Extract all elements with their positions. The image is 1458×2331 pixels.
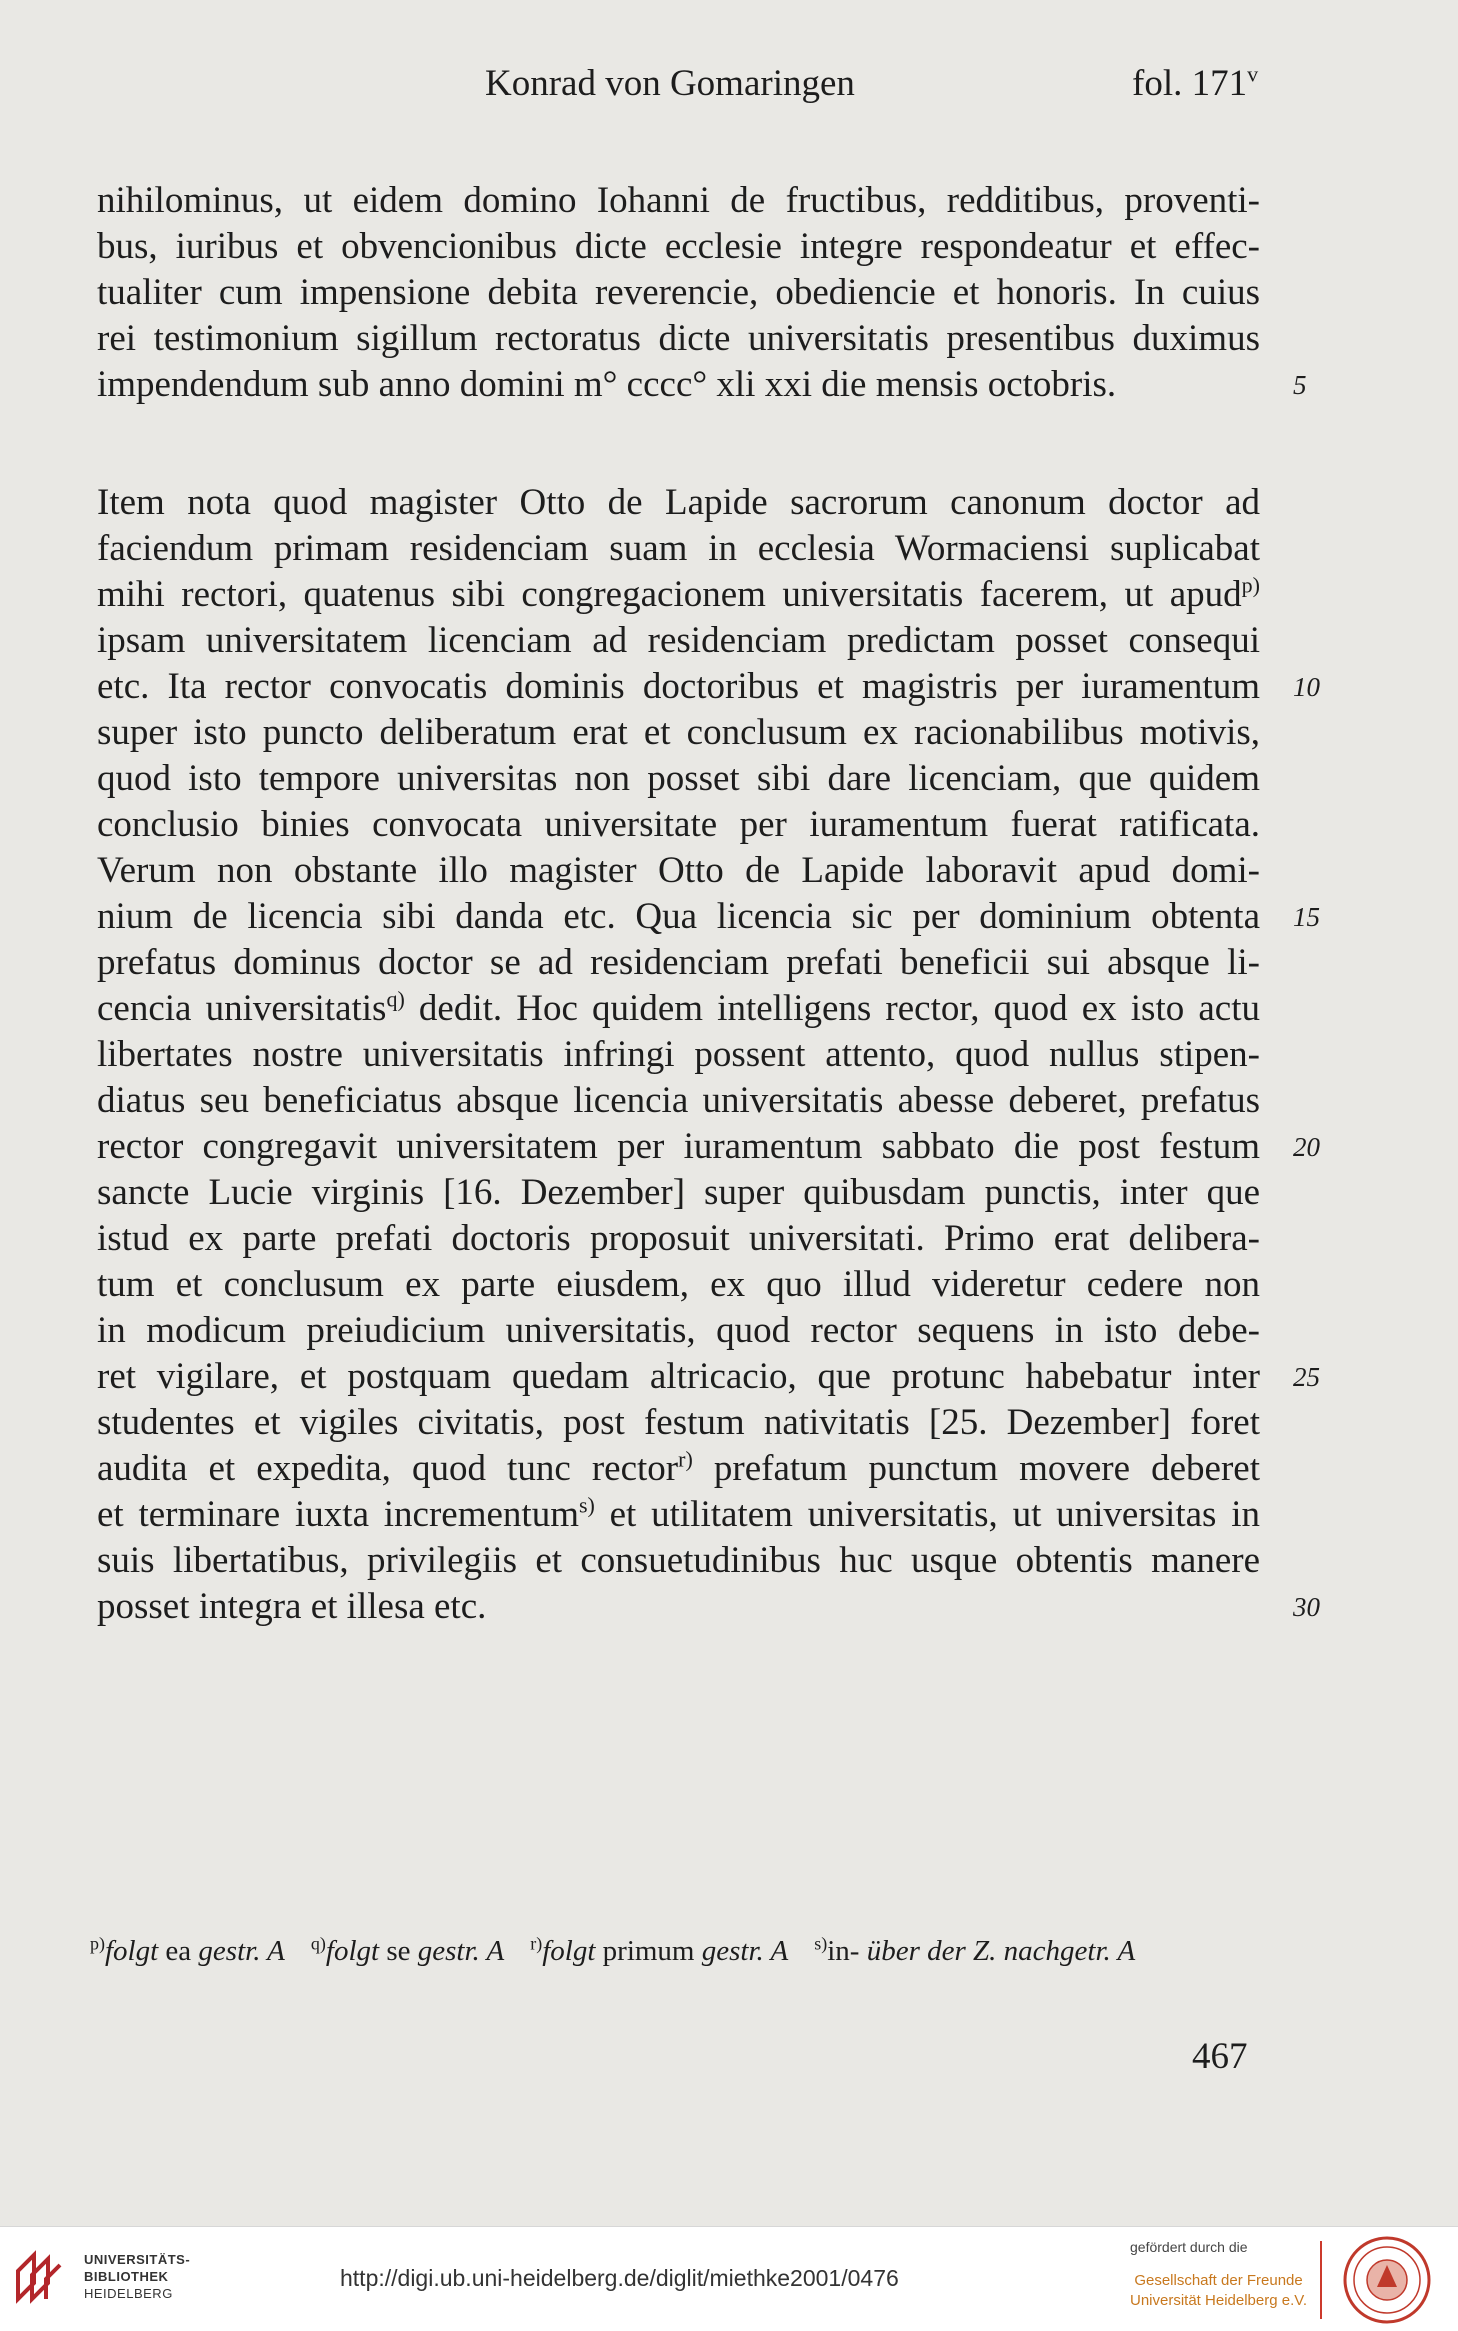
text-line	[97, 1584, 1320, 1630]
line-text: ipsam universitatem licenciam ad residenciam predictam posset consequi	[97, 620, 1260, 661]
line-text: libertates nostre universitatis infringi possent attento, quod nullus stipen-	[97, 1034, 1260, 1075]
line-text: rector congregavit universitatem per iuramentum sabbato die post festum	[97, 1126, 1260, 1167]
footnote-text: ea	[158, 1935, 199, 1967]
text-line	[97, 362, 1307, 408]
text-line	[97, 618, 1260, 664]
folio-superscript: v	[1247, 61, 1259, 87]
footnote-italic-text: folgt	[105, 1935, 159, 1967]
text-line	[97, 940, 1260, 986]
footnote-italic-text: folgt	[542, 1935, 596, 1967]
line-text: suis libertatibus, privilegiis et consuetudinibus huc usque obtentis manere	[97, 1540, 1260, 1581]
footnote-marker: p)	[1241, 572, 1260, 598]
line-text: studentes et vigiles civitatis, post festum nativitatis [25. Dezember] foret	[97, 1402, 1260, 1443]
sponsor-line-2: Universität Heidelberg e.V.	[1130, 2292, 1308, 2309]
footnote-marker: q)	[386, 986, 405, 1012]
text-line	[97, 756, 1260, 802]
line-text: conclusio binies convocata universitate per iuramentum fuerat ratificata.	[97, 804, 1260, 845]
text-line	[97, 1400, 1260, 1446]
line-number: 25	[1293, 1362, 1320, 1392]
line-text: tum et conclusum ex parte eiusdem, ex quo illud videretur cedere non	[97, 1264, 1260, 1305]
text-line	[97, 1446, 1260, 1492]
text-line	[97, 1354, 1320, 1400]
text-line	[97, 178, 1260, 224]
library-line-1: UNIVERSITÄTS-	[84, 2252, 191, 2267]
line-number: 10	[1293, 672, 1320, 702]
line-text: quod isto tempore universitas non posset sibi dare licenciam, que quidem	[97, 758, 1260, 799]
folio-text: fol. 171	[1132, 63, 1248, 104]
line-text: posset integra et illesa etc.	[97, 1586, 487, 1627]
line-text: et terminare iuxta incrementum	[97, 1494, 579, 1535]
text-line	[97, 1492, 1260, 1538]
permalink-url[interactable]: http://digi.ub.uni-heidelberg.de/diglit/miethke2001/0476	[340, 2265, 899, 2291]
line-text: prefatus dominus doctor se ad residenciam prefati beneficii sui absque li-	[97, 942, 1260, 983]
line-text: ret vigilare, et postquam quedam altricacio, que protunc habebatur inter	[97, 1356, 1260, 1397]
footnote	[311, 1935, 504, 1968]
text-line	[97, 1078, 1260, 1124]
line-text-continued: prefatum punctum movere deberet	[692, 1448, 1260, 1489]
footnote-text: primum	[595, 1935, 702, 1967]
line-number: 30	[1293, 1592, 1320, 1622]
text-line	[97, 1216, 1260, 1262]
text-line	[97, 802, 1260, 848]
footnote-italic-text: folgt	[325, 1935, 380, 1967]
running-title: Konrad von Gomaringen	[485, 63, 855, 104]
text-line	[97, 986, 1260, 1032]
line-text: in modicum preiudicium universitatis, quod rector sequens in isto debe-	[97, 1310, 1260, 1351]
line-text: sancte Lucie virginis [16. Dezember] super quibusdam punctis, inter que	[97, 1172, 1260, 1213]
library-line-2: BIBLIOTHEK	[84, 2269, 169, 2284]
line-text: cencia universitatis	[97, 988, 387, 1029]
sponsor-caption: gefördert durch die	[1130, 2239, 1248, 2255]
footnote	[814, 1935, 1135, 1968]
text-line	[97, 572, 1260, 618]
text-line	[97, 848, 1260, 894]
sponsor-name[interactable]	[1130, 2271, 1307, 2311]
line-text: nium de licencia sibi danda etc. Qua licencia sic per dominium obtenta	[97, 896, 1260, 937]
text-line	[97, 480, 1260, 526]
line-text: istud ex parte prefati doctoris proposuit universitati. Primo erat delibera-	[97, 1218, 1260, 1259]
footnote-italic-text: gestr. A	[701, 1935, 789, 1967]
line-text: nihilominus, ut eidem domino Iohanni de fructibus, redditibus, proventi-	[97, 180, 1260, 221]
text-line	[97, 316, 1260, 362]
text-line	[97, 1124, 1320, 1170]
text-line	[97, 526, 1260, 572]
line-text: Verum non obstante illo magister Otto de Lapide laboravit apud domi-	[97, 850, 1260, 891]
text-line	[97, 1170, 1260, 1216]
footnote-marker: r)	[678, 1446, 693, 1472]
text-line	[97, 664, 1320, 710]
text-line	[97, 1308, 1260, 1354]
line-text: rei testimonium sigillum rectoratus dicte universitatis presentibus duximus	[97, 318, 1260, 359]
line-text: Item nota quod magister Otto de Lapide sacrorum canonum doctor ad	[97, 482, 1260, 523]
line-text: audita et expedita, quod tunc rector	[97, 1448, 679, 1489]
text-line	[97, 270, 1260, 316]
text-line	[97, 894, 1320, 940]
footnote-italic-text: gestr. A	[198, 1935, 285, 1967]
line-text-continued: et utilitatem universitatis, ut universitas in	[594, 1494, 1260, 1535]
footnote-text: se	[379, 1935, 418, 1967]
line-text: tualiter cum impensione debita reverencie, obediencie et honoris. In cuius	[97, 272, 1260, 313]
line-text: faciendum primam residenciam suam in ecclesia Wormaciensi suplicabat	[97, 528, 1260, 569]
footnote-italic-text: gestr. A	[417, 1935, 505, 1967]
footnote	[530, 1935, 788, 1968]
library-line-3: HEIDELBERG	[84, 2286, 173, 2301]
text-line	[97, 1032, 1260, 1078]
line-text: etc. Ita rector convocatis dominis doctoribus et magistris per iuramentum	[97, 666, 1260, 707]
line-text: diatus seu beneficiatus absque licencia universitatis abesse deberet, prefatus	[97, 1080, 1260, 1121]
page-number: 467	[1192, 2036, 1248, 2077]
library-logo-icon[interactable]	[12, 2249, 72, 2310]
text-line	[97, 710, 1260, 756]
line-text: impendendum sub anno domini m° cccc° xli xxi die mensis octobris.	[97, 364, 1117, 405]
line-text: super isto puncto deliberatum erat et conclusum ex racionabilibus motivis,	[97, 712, 1260, 753]
footnote-marker: s)	[578, 1492, 595, 1518]
paragraph-1	[97, 178, 1307, 408]
footnote-mark: p)	[90, 1933, 105, 1954]
running-head	[0, 62, 1458, 112]
text-line	[97, 224, 1260, 270]
folio-label	[1132, 62, 1258, 105]
line-number: 5	[1293, 370, 1307, 400]
line-text: bus, iuribus et obvencionibus dicte ecclesie integre respondeatur et effec-	[97, 226, 1260, 267]
line-text-continued: dedit. Hoc quidem intelligens rector, quod ex isto actu	[404, 988, 1260, 1029]
university-seal-icon	[1342, 2235, 1432, 2330]
footer-divider	[1320, 2241, 1322, 2319]
line-number: 20	[1293, 1132, 1320, 1162]
viewer-footer	[0, 2226, 1458, 2331]
line-number: 15	[1293, 902, 1320, 932]
paragraph-2	[97, 480, 1320, 1630]
sponsor-line-1: Gesellschaft der Freunde	[1134, 2272, 1303, 2289]
text-line	[97, 1538, 1260, 1584]
footnote-mark: s)	[814, 1933, 828, 1954]
footnote-text: in-	[827, 1935, 867, 1967]
footnote	[90, 1935, 285, 1968]
text-line	[97, 1262, 1260, 1308]
line-text: mihi rectori, quatenus sibi congregacionem universitatis facerem, ut apud	[97, 574, 1242, 615]
footnote-mark: r)	[530, 1933, 543, 1954]
footnote-mark: q)	[310, 1933, 326, 1954]
footnotes	[90, 1935, 1260, 1968]
footnote-italic-text: über der Z. nachgetr. A	[866, 1935, 1136, 1967]
library-name	[84, 2251, 190, 2302]
